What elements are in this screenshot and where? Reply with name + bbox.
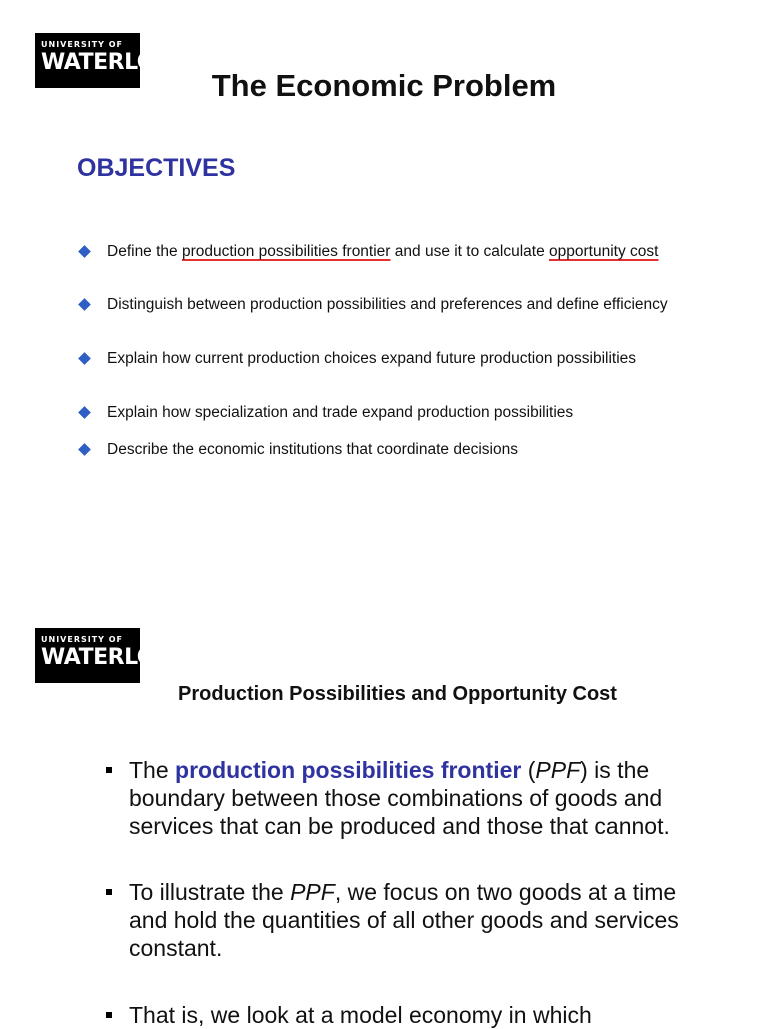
objectives-heading: OBJECTIVES: [77, 154, 236, 182]
key-term: production possibilities frontier: [175, 757, 522, 783]
diamond-bullet-icon: [78, 298, 91, 311]
slide-1: [0, 0, 768, 512]
diamond-bullet-icon: [78, 245, 91, 258]
abbreviation: PPF: [290, 879, 335, 905]
slide-title: Production Possibilities and Opportunity Cost: [178, 683, 617, 705]
bullet-item: That is, we look at a model economy in which: [104, 1001, 592, 1029]
logo-line-1: UNIVERSITY OF: [41, 40, 124, 49]
objective-item: Explain how specialization and trade expand production possibilities: [78, 404, 573, 421]
square-bullet-icon: [106, 889, 112, 895]
logo-line-1: UNIVERSITY OF: [41, 635, 124, 644]
objective-item: Describe the economic institutions that coordinate decisions: [78, 441, 518, 458]
university-of-waterloo-logo: [35, 628, 174, 683]
spellcheck-underlined-term: opportunity cost: [549, 243, 659, 260]
objective-item: Explain how current production choices expand future production possibilities: [78, 350, 636, 367]
logo-line-2: WATERLOO: [41, 645, 174, 670]
slide-2: [0, 512, 768, 1028]
objective-item: Define the production possibilities frontier and use it to calculate opportunity cost: [78, 243, 658, 260]
square-bullet-icon: [106, 767, 112, 773]
objective-item: Distinguish between production possibilities and preferences and define efficiency: [78, 296, 668, 313]
square-bullet-icon: [106, 1012, 112, 1018]
diamond-bullet-icon: [78, 443, 91, 456]
slide-title: The Economic Problem: [211, 68, 557, 103]
diamond-bullet-icon: [78, 406, 91, 419]
diamond-bullet-icon: [78, 352, 91, 365]
abbreviation: PPF: [535, 757, 581, 783]
bullet-item: To illustrate the PPF, we focus on two goods at a time and hold the quantities of all other goods and services constant.: [104, 878, 704, 962]
logo-line-2: WATERLOO: [41, 50, 174, 75]
spellcheck-underlined-term: production possibilities frontier: [181, 243, 391, 260]
bullet-item: The production possibilities frontier (PPF) is the boundary between those combinations of goods and services that can be produced and those that cannot.: [104, 756, 704, 840]
